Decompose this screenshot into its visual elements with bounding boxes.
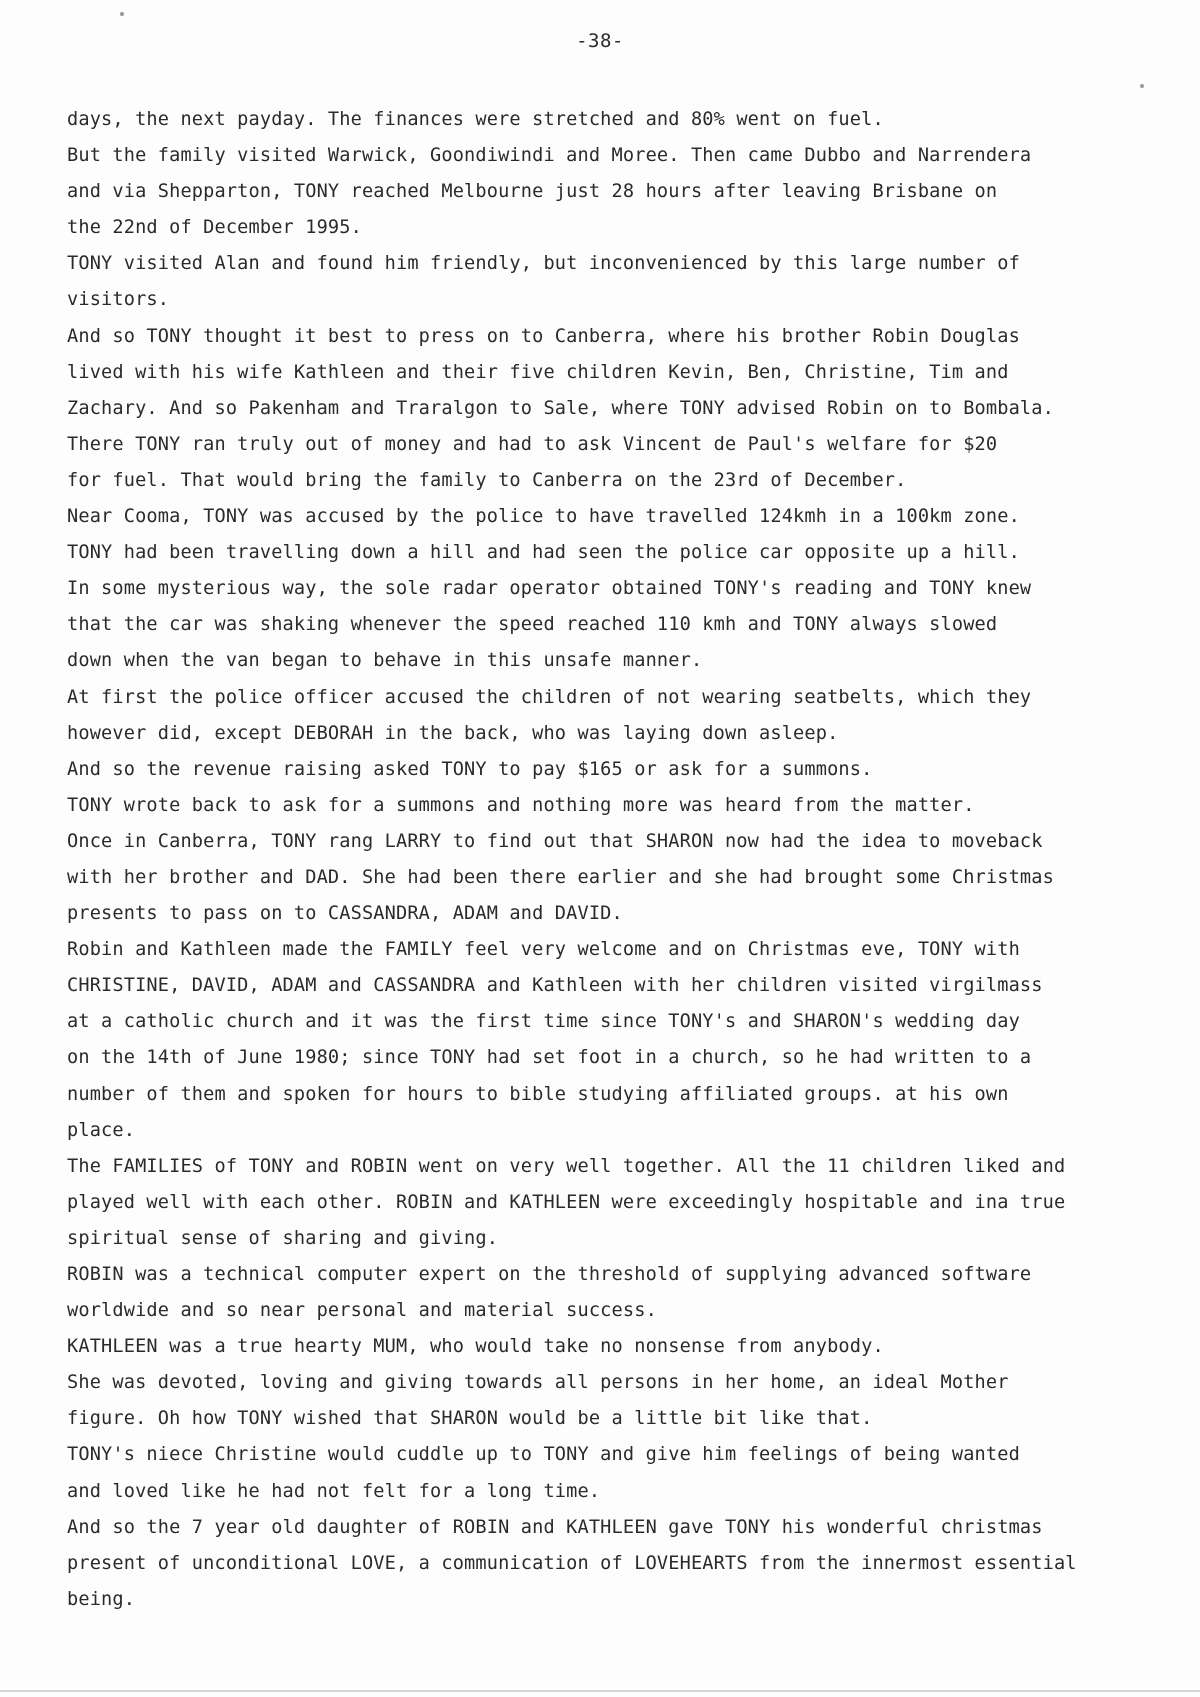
text-line: at a catholic church and it was the first time since TONY's and SHARON's wedding day [67, 1011, 1020, 1033]
text-line: ROBIN was a technical computer expert on the threshold of supplying advanced software [67, 1264, 1032, 1285]
text-line: KATHLEEN was a true hearty MUM, who would take no nonsense from anybody. [67, 1336, 884, 1358]
text-line: Zachary. And so Pakenham and Traralgon to Sale, where TONY advised Robin on to Bombala. [67, 397, 1054, 419]
text-line: And so TONY thought it best to press on to Canberra, where his brother Robin Douglas [67, 325, 1020, 347]
text-line: TONY wrote back to ask for a summons and nothing more was heard from the matter. [67, 794, 975, 816]
text-line: CHRISTINE, DAVID, ADAM and CASSANDRA and Kathleen with her children visited virgilmass [67, 975, 1043, 997]
text-line: and loved like he had not felt for a long time. [67, 1480, 601, 1502]
paper-speck [1140, 84, 1144, 88]
text-line: She was devoted, loving and giving towards all persons in her home, an ideal Mother [67, 1372, 1009, 1394]
text-line: visitors. [67, 289, 170, 311]
text-line: figure. Oh how TONY wished that SHARON would be a little bit like that. [67, 1408, 873, 1430]
page-bottom-edge [0, 1690, 1200, 1692]
text-line: Robin and Kathleen made the FAMILY feel very welcome and on Christmas eve, TONY with [67, 939, 1020, 961]
text-line: being. [67, 1588, 136, 1610]
text-line: presents to pass on to CASSANDRA, ADAM and DAVID. [67, 903, 623, 925]
text-line: place. [67, 1119, 136, 1141]
text-line: And so the revenue raising asked TONY to pay $165 or ask for a summons. [67, 758, 873, 780]
body-text [67, 102, 1157, 1618]
text-line: and via Shepparton, TONY reached Melbourne just 28 hours after leaving Brisbane on [67, 181, 998, 203]
text-line: Once in Canberra, TONY rang LARRY to find out that SHARON now had the idea to moveback [67, 830, 1043, 852]
text-line: But the family visited Warwick, Goondiwindi and Moree. Then came Dubbo and Narrendera [67, 145, 1032, 167]
text-line: At first the police officer accused the children of not wearing seatbelts, which they [67, 686, 1032, 708]
text-line: with her brother and DAD. She had been there earlier and she had brought some Christmas [67, 866, 1054, 888]
text-line: TONY's niece Christine would cuddle up to TONY and give him feelings of being wanted [67, 1444, 1020, 1466]
text-line: number of them and spoken for hours to bible studying affiliated groups. at his own [67, 1083, 1009, 1105]
text-line: that the car was shaking whenever the speed reached 110 kmh and TONY always slowed [67, 614, 998, 636]
text-line: The FAMILIES of TONY and ROBIN went on very well together. All the 11 children liked and [67, 1155, 1066, 1177]
text-line: TONY had been travelling down a hill and had seen the police car opposite up a hill. [67, 542, 1020, 564]
text-line: worldwide and so near personal and material success. [67, 1300, 657, 1322]
text-line: however did, except DEBORAH in the back, who was laying down asleep. [67, 722, 839, 744]
text-line: on the 14th of June 1980; since TONY had set foot in a church, so he had written to a [67, 1047, 1032, 1069]
text-line: played well with each other. ROBIN and KATHLEEN were exceedingly hospitable and ina true [67, 1191, 1066, 1213]
text-line: spiritual sense of sharing and giving. [67, 1227, 499, 1249]
paper-speck [120, 12, 124, 16]
text-line: days, the next payday. The finances were stretched and 80% went on fuel. [67, 109, 884, 130]
text-line: for fuel. That would bring the family to Canberra on the 23rd of December. [67, 469, 907, 491]
page-number: -38- [576, 30, 624, 52]
text-line: present of unconditional LOVE, a communication of LOVEHEARTS from the innermost essential [67, 1552, 1077, 1574]
text-line: There TONY ran truly out of money and had to ask Vincent de Paul's welfare for $20 [67, 433, 998, 455]
text-line: the 22nd of December 1995. [67, 217, 362, 239]
text-line: down when the van began to behave in this unsafe manner. [67, 650, 703, 672]
text-line: In some mysterious way, the sole radar operator obtained TONY's reading and TONY knew [67, 578, 1032, 600]
text-line: Near Cooma, TONY was accused by the police to have travelled 124kmh in a 100km zone. [67, 506, 1020, 528]
text-line: TONY visited Alan and found him friendly, but inconvenienced by this large number of [67, 253, 1020, 275]
text-line: And so the 7 year old daughter of ROBIN and KATHLEEN gave TONY his wonderful christmas [67, 1516, 1043, 1538]
text-line: lived with his wife Kathleen and their five children Kevin, Ben, Christine, Tim and [67, 361, 1009, 383]
